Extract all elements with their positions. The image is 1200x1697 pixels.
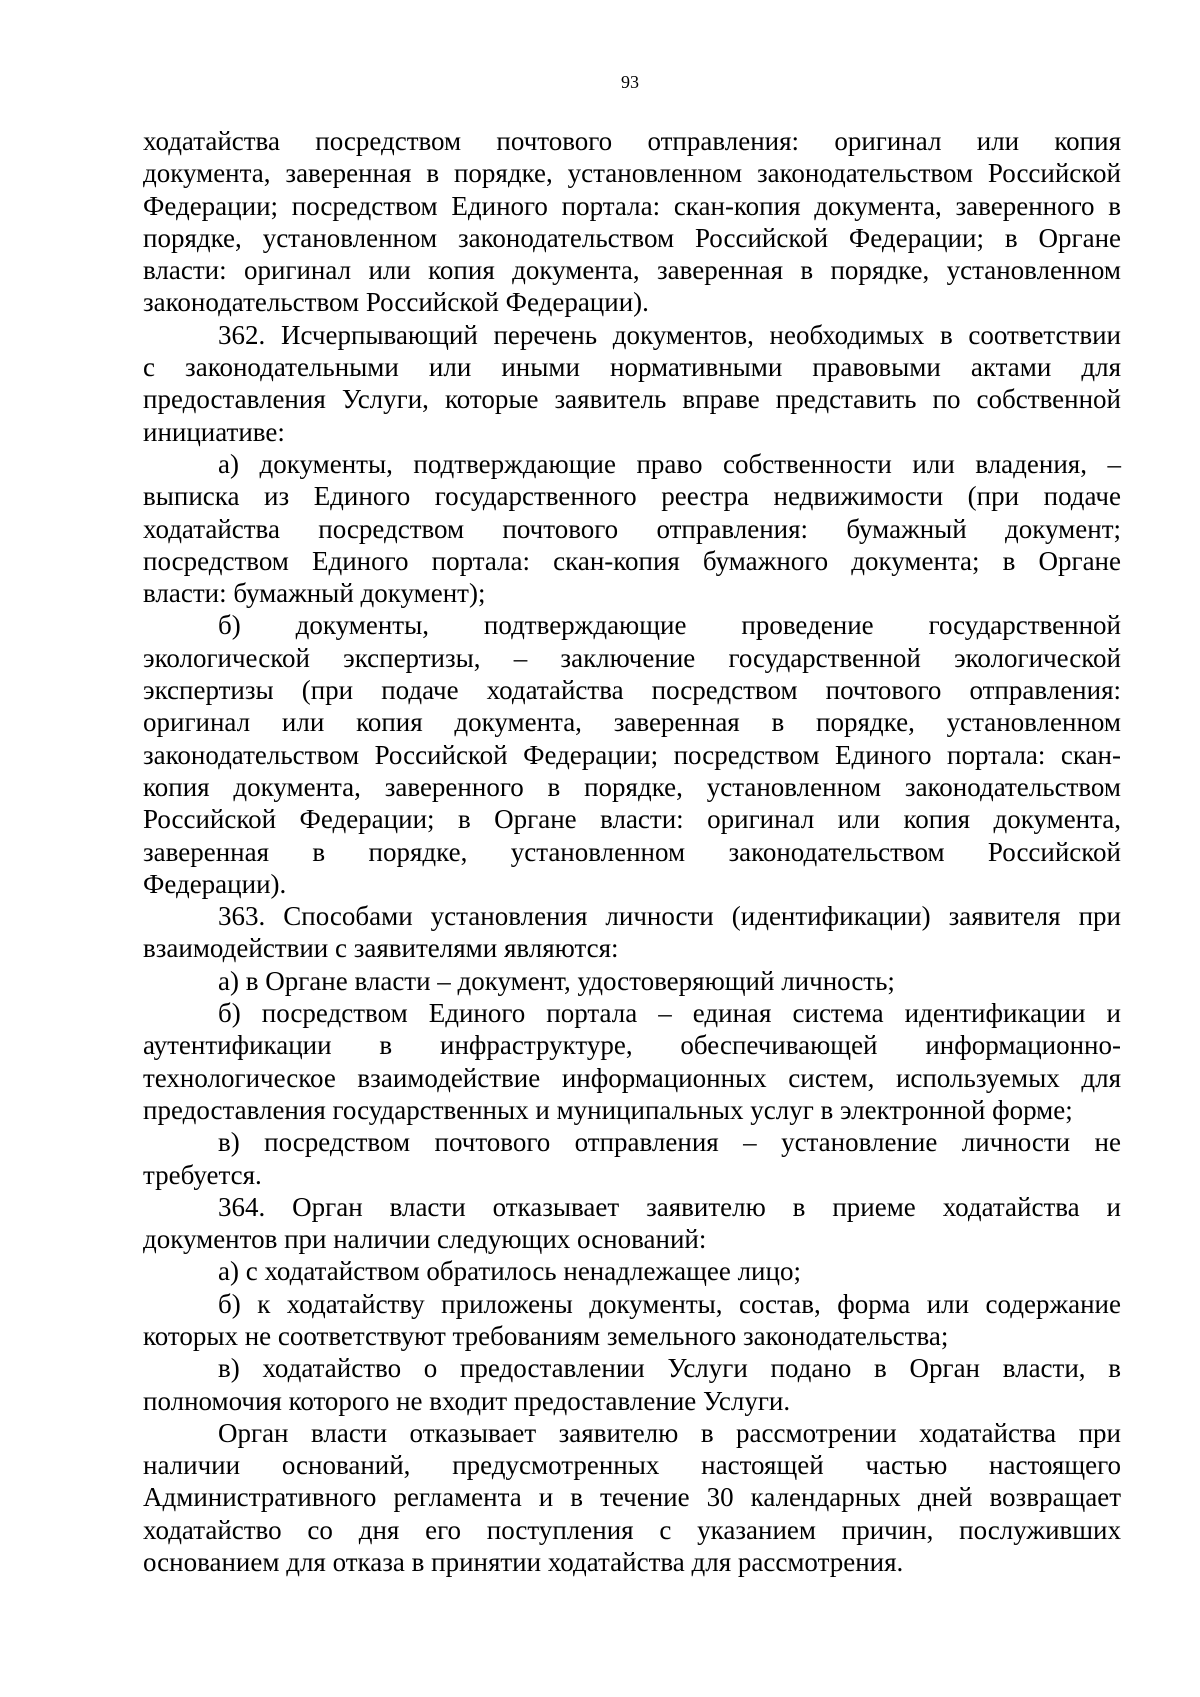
text-line: требуется. — [143, 1159, 262, 1190]
text-line: предоставления государственных и муниципальных услуг в электронной форме; — [143, 1094, 1073, 1125]
text-line: законодательством Российской Федерации; посредством Единого портала: скан- — [143, 739, 1121, 770]
text-line: технологическое взаимодействие информационных систем, используемых для — [143, 1062, 1121, 1093]
text-line: Орган власти отказывает заявителю в рассмотрении ходатайства при — [218, 1417, 1121, 1448]
text-line: б) к ходатайству приложены документы, состав, форма или содержание — [218, 1288, 1121, 1319]
paragraph-p362b — [143, 609, 1121, 900]
text-line: 362. Исчерпывающий перечень документов, необходимых в соответствии — [218, 319, 1121, 350]
text-line: посредством Единого портала: скан-копия бумажного документа; в Органе — [143, 545, 1121, 576]
text-line: Федерации). — [143, 868, 287, 899]
text-line: ходатайства посредством почтового отправления: бумажный документ; — [143, 513, 1121, 544]
text-line: взаимодействии с заявителями являются: — [143, 933, 619, 964]
text-line: ходатайства посредством почтового отправления: оригинал или копия — [143, 126, 1121, 156]
text-line: ходатайство со дня его поступления с указанием причин, послуживших — [143, 1514, 1121, 1545]
text-line: порядке, установленном законодательством Российской Федерации; в Органе — [143, 222, 1121, 253]
text-line: копия документа, заверенного в порядке, установленном законодательством — [143, 771, 1121, 802]
text-line: в) ходатайство о предоставлении Услуги подано в Орган власти, в — [218, 1353, 1121, 1384]
text-line: документа, заверенная в порядке, установленном законодательством Российской — [143, 158, 1121, 189]
text-line: а) с ходатайством обратилось ненадлежащее лицо; — [218, 1256, 801, 1287]
document-body — [143, 125, 1121, 1578]
text-line: предоставления Услуги, которые заявитель вправе представить по собственной — [143, 384, 1121, 415]
paragraph-p362 — [143, 319, 1121, 448]
text-line: 364. Орган власти отказывает заявителю в приеме ходатайства и — [218, 1191, 1121, 1222]
text-line: власти: оригинал или копия документа, заверенная в порядке, установленном — [143, 255, 1121, 286]
text-line: в) посредством почтового отправления – установление личности не — [218, 1127, 1121, 1158]
text-line: 363. Способами установления личности (идентификации) заявителя при — [218, 901, 1121, 932]
paragraph-p362a — [143, 448, 1121, 609]
text-line: заверенная в порядке, установленном законодательством Российской — [143, 836, 1121, 867]
text-line: аутентификации в инфраструктуре, обеспечивающей информационно- — [143, 1030, 1121, 1061]
text-line: Федерации; посредством Единого портала: скан-копия документа, заверенного в — [143, 190, 1121, 221]
text-line: экологической экспертизы, – заключение государственной экологической — [143, 642, 1121, 673]
text-line: выписка из Единого государственного реестра недвижимости (при подаче — [143, 481, 1121, 512]
text-line: б) документы, подтверждающие проведение государственной — [218, 610, 1121, 641]
text-line: б) посредством Единого портала – единая система идентификации и — [218, 998, 1121, 1029]
paragraph-p363b — [143, 997, 1121, 1126]
text-line: инициативе: — [143, 416, 285, 447]
text-line: Российской Федерации; в Органе власти: оригинал или копия документа, — [143, 804, 1121, 835]
text-line: Административного регламента и в течение 30 календарных дней возвращает — [143, 1482, 1121, 1513]
paragraph-p364 — [143, 1191, 1121, 1256]
paragraph-p363a — [143, 965, 1121, 997]
paragraph-p364c — [143, 1352, 1121, 1417]
text-line: оригинал или копия документа, заверенная в порядке, установленном — [143, 707, 1121, 738]
text-line: законодательством Российской Федерации). — [143, 287, 649, 318]
text-line: экспертизы (при подаче ходатайства посредством почтового отправления: — [143, 675, 1121, 706]
text-line: власти: бумажный документ); — [143, 578, 486, 609]
text-line: наличии оснований, предусмотренных настоящей частью настоящего — [143, 1450, 1121, 1481]
paragraph-p364a — [143, 1255, 1121, 1287]
paragraph-p363c — [143, 1126, 1121, 1191]
text-line: которых не соответствуют требованиям земельного законодательства; — [143, 1320, 949, 1351]
text-line: документов при наличии следующих оснований: — [143, 1224, 707, 1255]
text-line: основанием для отказа в принятии ходатайства для рассмотрения. — [143, 1547, 904, 1578]
paragraph-p0 — [143, 125, 1121, 319]
paragraph-p363 — [143, 900, 1121, 965]
text-line: а) документы, подтверждающие право собственности или владения, – — [218, 448, 1121, 479]
text-line: с законодательными или иными нормативными правовыми актами для — [143, 352, 1121, 383]
page-number: 93 — [621, 72, 639, 92]
paragraph-p364b — [143, 1288, 1121, 1353]
text-line: полномочия которого не входит предоставление Услуги. — [143, 1385, 791, 1416]
text-line: а) в Органе власти – документ, удостоверяющий личность; — [218, 965, 895, 996]
paragraph-p364d — [143, 1417, 1121, 1578]
